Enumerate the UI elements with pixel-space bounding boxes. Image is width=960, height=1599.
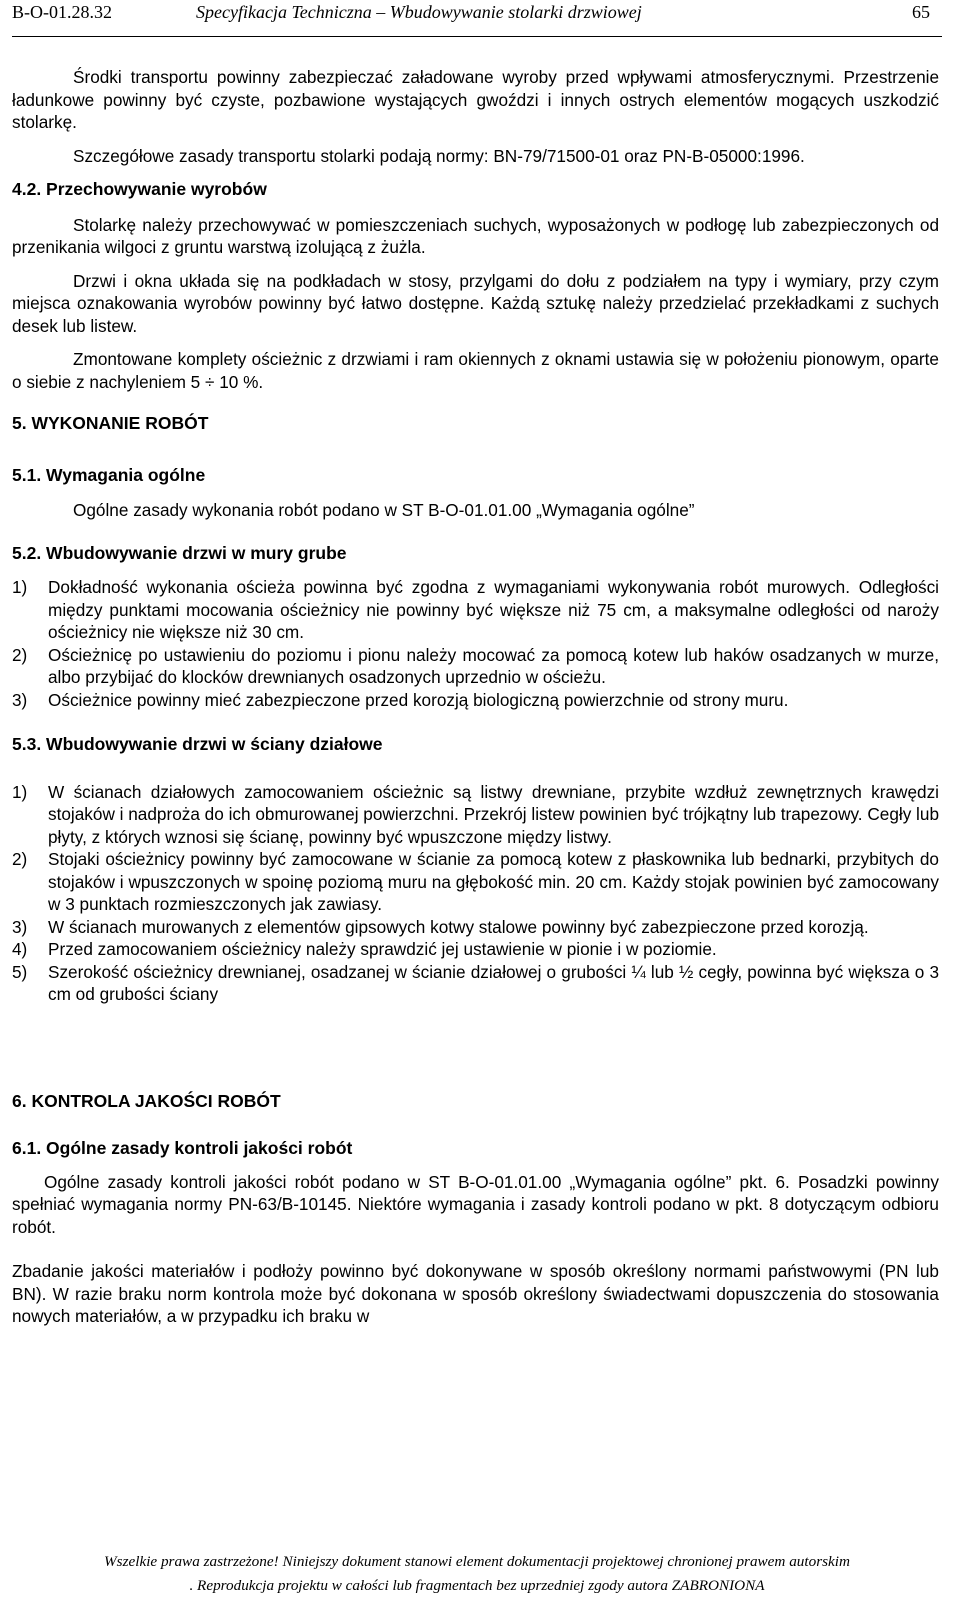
header-title: Specyfikacja Techniczna – Wbudowywanie stolarki drzwiowej xyxy=(196,2,642,22)
list-item: 1) W ścianach działowych zamocowaniem ościeżnic są listwy drewniane, przybite wzdłuż zewnętrznych krawędzi stojaków i nadproża do ich obmurowanej powierzchni. Przekrój listew powinien być trójkątny lub trapezowy. Cegły lub płyty, z których wznosi się ścianę, powinny być wpuszczone między listwy. xyxy=(12,781,939,847)
list-item: 2) Ościeżnicę po ustawieniu do poziomu i pionu należy mocować za pomocą kotew lub haków osadzanych w murze, albo przybijać do klocków drewnianych osadzonych uprzednio w ościeżu. xyxy=(12,644,939,687)
section-5-heading: 5. WYKONANIE ROBÓT xyxy=(12,413,209,433)
copyright-notice: Wszelkie prawa zastrzeżone! Niniejszy dokument stanowi element dokumentacji projektowej chronionej prawem autorskim xyxy=(104,1553,850,1570)
general-requirements-paragraph: Ogólne zasady wykonania robót podano w ST B-O-01.01.00 „Wymagania ogólne” xyxy=(73,500,695,520)
spec-code: B-O-01.28.32 xyxy=(12,2,112,22)
transport-norms-paragraph: Szczegółowe zasady transportu stolarki podają normy: BN-79/71500-01 oraz PN-B-05000:1996. xyxy=(73,145,805,166)
list-item: 2) Stojaki ościeżnicy powinny być zamocowane w ścianie za pomocą kotew z płaskownika lub bednarki, przybitych do stojaków i wpuszczonych w spoinę poziomą muru na głębokość min. 20 cm. Każdy stojak powinien być zamocowany w 3 punktach rozmieszczonych jak zawiasy. xyxy=(12,849,939,914)
list-item: 4) Przed zamocowaniem ościeżnicy należy sprawdzić jej ustawienie w pionie i w poziomie. xyxy=(12,939,717,959)
transport-paragraph: Środki transportu powinny zabezpieczać załadowane wyroby przed wpływami atmosferycznymi. Przestrzenie ładunkowe powinny być czyste, pozbawione wystających gwoździ i innych ostrych elementów mogących uszkodzić stolarkę. xyxy=(12,67,939,132)
partition-walls-list xyxy=(12,781,939,1006)
page-header xyxy=(12,0,942,37)
section-5-3-heading: 5.3. Wbudowywanie drzwi w ściany działowe xyxy=(12,734,383,754)
quality-control-paragraph-2: Zbadanie jakości materiałów i podłoży powinno być dokonywane w sposób określony normami państwowymi (PN lub BN). W razie braku norm kontrola może być dokonana w sposób określony świadectwami dopuszczenia do stosowania nowych materiałów, a w przypadku ich braku w xyxy=(12,1261,939,1326)
section-4-2-heading: 4.2. Przechowywanie wyrobów xyxy=(12,179,267,199)
list-item: 1) Dokładność wykonania ościeża powinna być zgodna z wymaganiami wykonywania robót murowych. Odległości między punktami mocowania ościeżnicy nie powinny być większe niż 75 cm, a maksymalne odległości od naroży ościeżnicy nie większe niż 30 cm. xyxy=(12,577,939,642)
thick-walls-list xyxy=(12,576,939,711)
list-item: 3) W ścianach murowanych z elementów gipsowych kotwy stalowe powinny być zabezpieczone przed korozją. xyxy=(12,916,869,937)
storage-paragraph-3: Zmontowane komplety ościeżnic z drzwiami i ram okiennych z oknami ustawia się w położeniu pionowym, oparte o siebie z nachyleniem 5 ÷ 10 %. xyxy=(12,349,939,392)
list-item: 5) Szerokość ościeżnicy drewnianej, osadzanej w ścianie działowej o grubości ¼ lub ½ cegły, powinna być większa o 3 cm od grubości ściany xyxy=(12,961,939,1004)
quality-control-paragraph-1: Ogólne zasady kontroli jakości robót podano w ST B-O-01.01.00 „Wymagania ogólne” pkt. 6. Posadzki powinny spełniać wymagania normy PN-63/B-10145. Niektóre wymagania i zasady kontroli podano w pkt. 8 dotyczącym odbioru robót. xyxy=(12,1171,939,1237)
storage-paragraph-1: Stolarkę należy przechowywać w pomieszczeniach suchych, wyposażonych w podłogę lub zabezpieczonych od przenikania wilgoci z gruntu warstwą izolującą z żużla. xyxy=(12,214,939,257)
reproduction-notice: . Reprodukcja projektu w całości lub fragmentach bez uprzedniej zgody autora ZABRONIONA xyxy=(189,1577,765,1594)
page-number: 65 xyxy=(912,2,930,22)
document-body xyxy=(12,66,939,1328)
section-5-1-heading: 5.1. Wymagania ogólne xyxy=(12,464,206,485)
section-6-heading: 6. KONTROLA JAKOŚCI ROBÓT xyxy=(12,1090,281,1111)
section-6-1-heading: 6.1. Ogólne zasady kontroli jakości robót xyxy=(12,1138,353,1158)
section-5-2-heading: 5.2. Wbudowywanie drzwi w mury grube xyxy=(12,542,347,563)
list-item: 3) Ościeżnice powinny mieć zabezpieczone przed korozją biologiczną powierzchnie od strony muru. xyxy=(12,689,789,710)
page-footer xyxy=(12,1550,942,1598)
storage-paragraph-2: Drzwi i okna układa się na podkładach w stosy, przylgami do dołu z podziałem na typy i wymiary, przy czym miejsca oznakowania wyrobów powinny być łatwo dostępne. Każdą sztukę należy przedzielać przekładkami z suchych desek lub listew. xyxy=(12,270,939,336)
